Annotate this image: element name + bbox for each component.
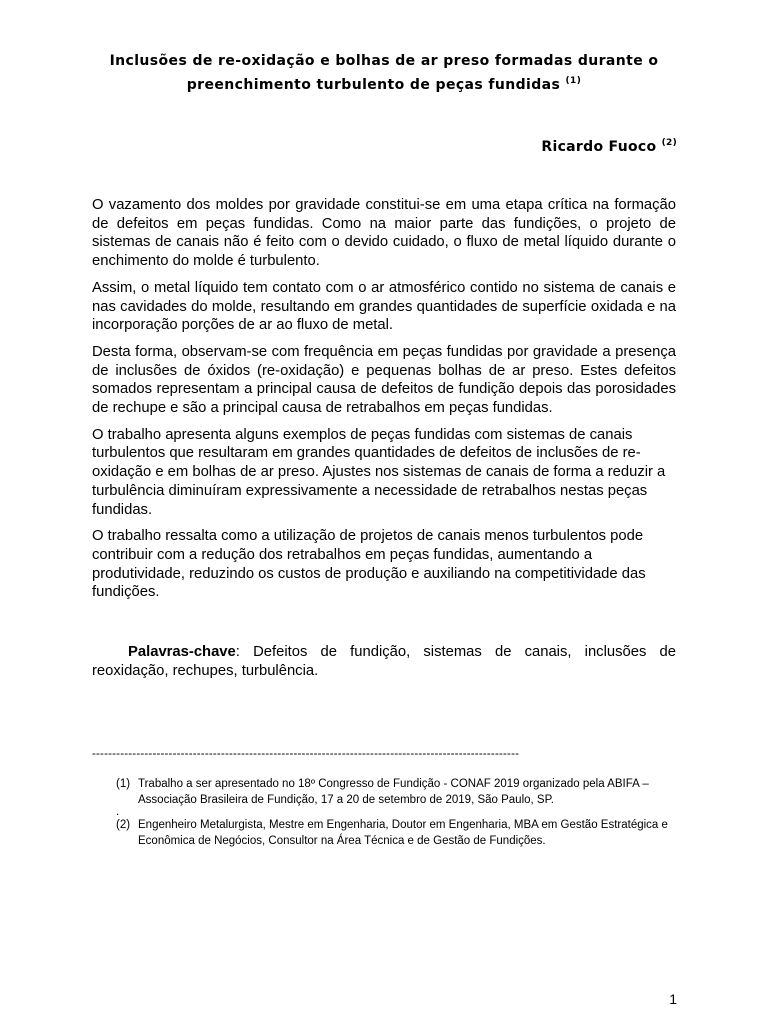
title-line-1 [60, 53, 708, 69]
author-footnote-ref: (2) [661, 138, 677, 148]
footnote-1-text: Trabalho a ser apresentado no 18º Congresso de Fundição - CONAF 2019 organizado pela ABIFA – Associação Brasileira de Fundição, 17 a 20 de setembro de 2019, São Paulo, SP. [138, 778, 649, 806]
paragraph-1: O vazamento dos moldes por gravidade constitui-se em uma etapa crítica na formação de defeitos em peças fundidas. Como na maior parte das fundições, o projeto de sistemas de canais não é feito com o devido cuidado, o fluxo de metal líquido durante o enchimento do molde é turbulento. [92, 197, 676, 270]
abstract-body [92, 196, 676, 610]
footnote-2-number: (2) [116, 819, 131, 831]
paragraph-2: Assim, o metal líquido tem contato com o ar atmosférico contido no sistema de canais e nas cavidades do molde, resultando em grandes quantidades de superfície oxidada e na incorporação porções de ar ao fluxo de metal. [92, 279, 676, 334]
title-line-1-text: Inclusões de re-oxidação e bolhas de ar preso formadas durante o [109, 53, 659, 69]
footnote-separator: ---------------------------------------------------------------------------------------------------------- [92, 748, 520, 760]
author [541, 139, 677, 155]
title-footnote-ref: (1) [565, 76, 582, 86]
footnote-1-number: (1) [116, 778, 131, 790]
title-line-2-text: preenchimento turbulento de peças fundidas [186, 77, 561, 93]
keywords-label: Palavras-chave [128, 644, 236, 660]
paragraph-4: O trabalho apresenta alguns exemplos de peças fundidas com sistemas de canais turbulentos que resultaram em grandes quantidades de defeitos de inclusões de re-oxidação e em bolhas de ar preso. Ajustes nos sistemas de canais de forma a reduzir a turbulência diminuíram expressivamente a necessidade de retrabalhos nestas peças fundidas. [92, 426, 666, 518]
footnote-stray-mark: . [116, 806, 120, 818]
keywords [92, 643, 676, 680]
title-line-2 [60, 77, 708, 93]
paragraph-5: O trabalho ressalta como a utilização de projetos de canais menos turbulentos pode contribuir com a redução dos retrabalhos em peças fundidas, aumentando a produtividade, reduzindo os custos de produção e auxiliando na competitividade das fundições. [92, 528, 646, 601]
keywords-text: : Defeitos de fundição, sistemas de canais, inclusões de reoxidação, rechupes, turbulência. [92, 644, 676, 679]
footnote-2 [116, 818, 686, 849]
footnote-1 [116, 777, 686, 808]
footnote-2-text: Engenheiro Metalurgista, Mestre em Engenharia, Doutor em Engenharia, MBA em Gestão Estratégica e Econômica de Negócios, Consultor na Área Técnica e de Gestão de Fundições. [138, 819, 668, 847]
author-name: Ricardo Fuoco [541, 139, 657, 155]
paragraph-3: Desta forma, observam-se com frequência em peças fundidas por gravidade a presença de inclusões de óxidos (re-oxidação) e pequenas bolhas de ar preso. Estes defeitos somados representam a principal causa de defeitos de fundição depois das porosidades de rechupe e são a principal causa de retrabalhos em peças fundidas. [92, 343, 676, 417]
page-number: 1 [669, 991, 677, 1007]
